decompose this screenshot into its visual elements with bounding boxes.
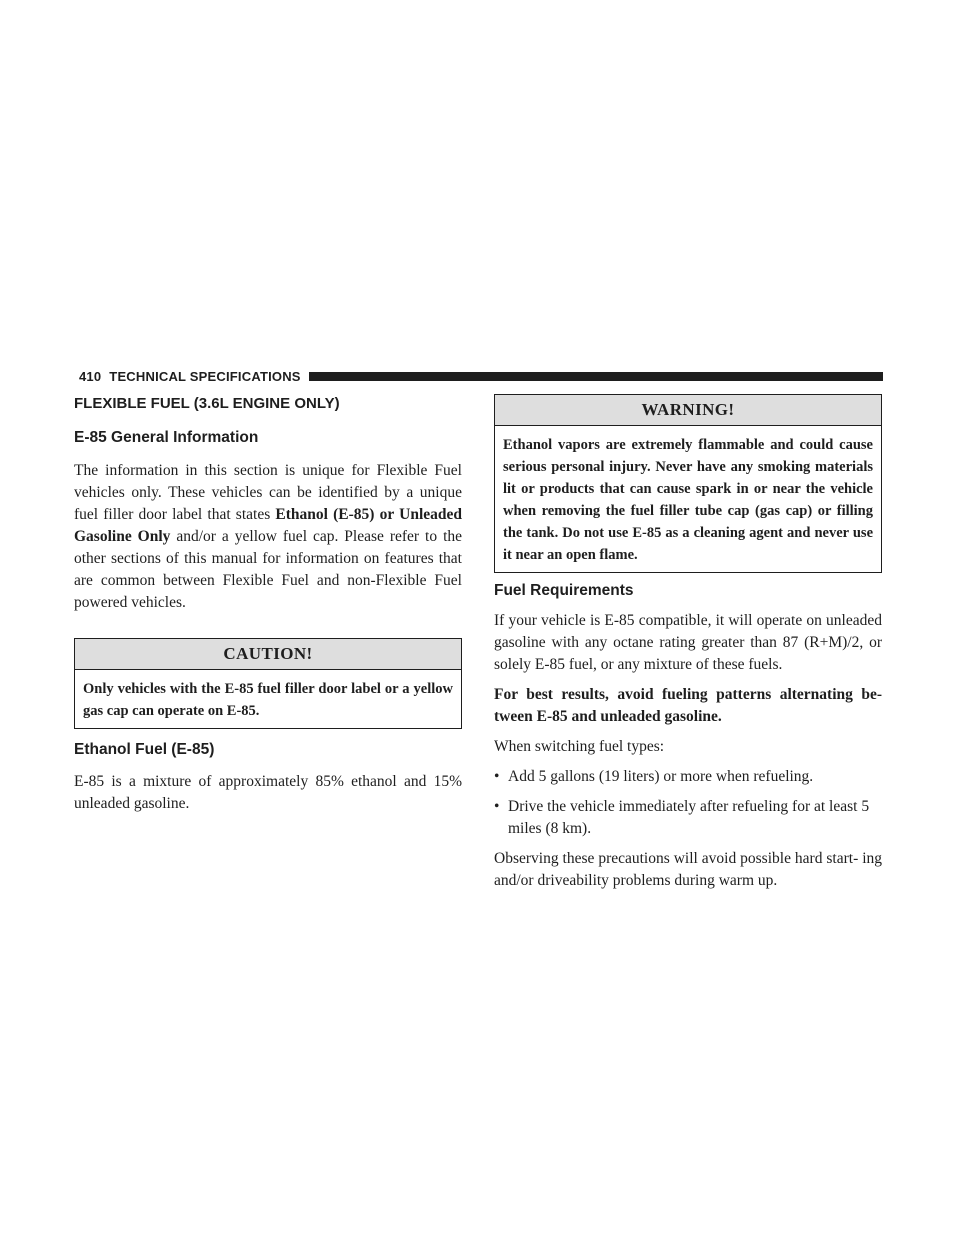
fuel-requirements-paragraph: If your vehicle is E-85 compatible, it will operate on unleaded gasoline with any octane rating greater than 87 (R+M)/2, or solely E-85 fuel, or any mixture of these fuels. [494,612,882,673]
label-text-bold: Ethanol (E-85) or Unleaded Gasoline Only [74,506,463,545]
switching-list [494,766,882,840]
bullet-icon: • [494,798,500,815]
fuel-requirements-heading: Fuel Requirements [494,582,634,599]
list-item [494,796,882,840]
list-item-text: Drive the vehicle immediately after refueling for at least 5 miles (8 km). [508,798,870,837]
header-rule [309,372,883,381]
section-heading: FLEXIBLE FUEL (3.6L ENGINE ONLY) [74,395,340,412]
best-results-paragraph: For best results, avoid fueling patterns alternating be- tween E-85 and unleaded gasoline. [494,686,882,725]
general-info-text-a: The information in this section is unique for Flexible Fuel vehicles only. These vehicles can be identified by a unique fuel filler door label that states [74,462,462,523]
list-item-text: Add 5 gallons (19 liters) or more when refueling. [508,768,814,785]
section-title: TECHNICAL SPECIFICATIONS [109,368,301,384]
bullet-icon: • [494,768,500,785]
warning-heading: WARNING! [495,395,881,426]
page-number: 410 [79,368,102,384]
closing-paragraph: Observing these precautions will avoid possible hard start- ing and/or driveability problems during warm up. [494,850,882,889]
general-info-heading: E-85 General Information [74,429,259,446]
caution-box [74,638,462,729]
switching-intro: When switching fuel types: [494,738,665,755]
general-info-text-b: and/or a yellow fuel cap. Please refer to the other sections of this manual for information on features that are common between Flexible Fuel and non-Flexible Fuel powered vehicles. [74,528,463,611]
warning-box [494,394,882,573]
caution-heading: CAUTION! [75,639,461,670]
page-header [79,368,883,384]
ethanol-fuel-paragraph: E-85 is a mixture of approximately 85% ethanol and 15% unleaded gasoline. [74,773,462,812]
left-column [74,394,462,815]
list-item [494,766,882,788]
warning-text: Ethanol vapors are extremely flammable and could cause serious personal injury. Never have any smoking materials lit or products that can cause spark in or near the vehicle when removing the fuel filler tube cap (gas cap) or filling the tank. Do not use E-85 as a cleaning agent and never use it near an open flame. [503,437,873,563]
caution-text: Only vehicles with the E-85 fuel filler door label or a yellow gas cap can operate on E-85. [83,681,453,719]
ethanol-fuel-heading: Ethanol Fuel (E-85) [74,741,215,758]
right-column [494,394,882,892]
general-info-paragraph [74,460,462,614]
